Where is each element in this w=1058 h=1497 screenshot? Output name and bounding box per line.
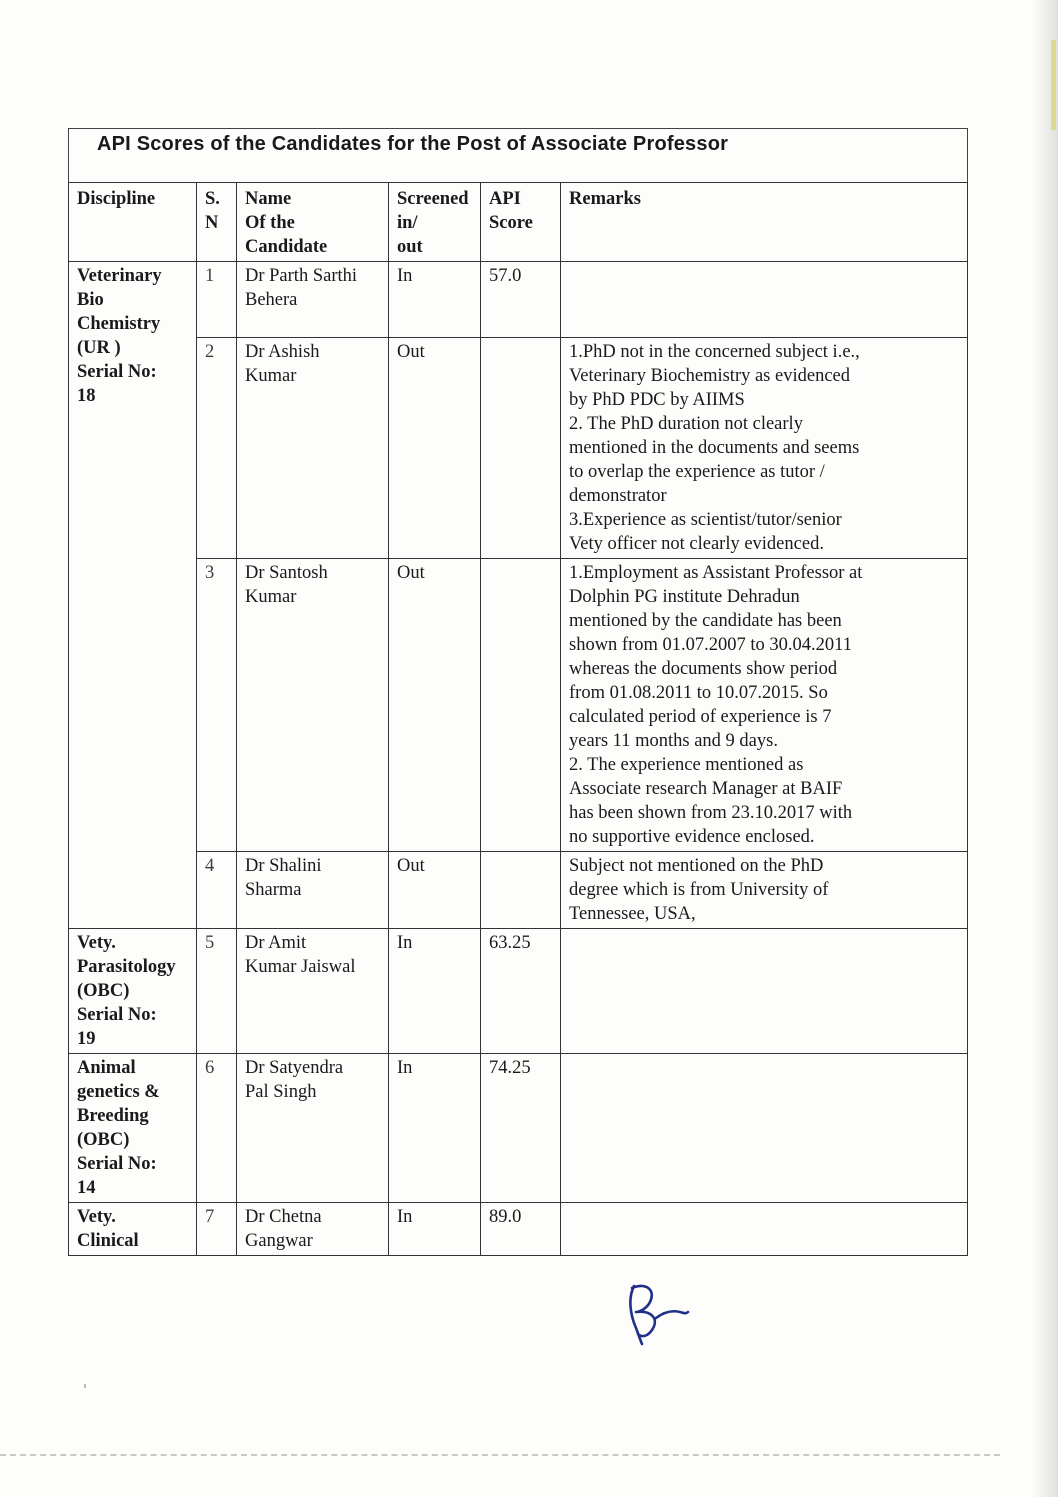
text-line: from 01.08.2011 to 10.07.2015. So [569, 683, 828, 703]
discipline-cell [69, 929, 197, 1054]
text-line: Bio [77, 290, 104, 310]
candidate-name-cell [237, 262, 389, 338]
api-score-value: 63.25 [489, 933, 531, 953]
api-score-cell [481, 929, 561, 1054]
text-line: Dr Parth Sarthi [245, 266, 358, 286]
document-title: API Scores of the Candidates for the Post of Associate Professor [68, 128, 968, 182]
candidate-name-cell [237, 852, 389, 929]
sn-value: 2 [205, 342, 215, 362]
sn-value: 6 [205, 1058, 215, 1078]
text-line: mentioned by the candidate has been [569, 611, 842, 631]
sn-cell [197, 1203, 237, 1256]
header-sn: S. N [197, 183, 237, 262]
text-line: Gangwar [245, 1231, 313, 1251]
remarks-cell [561, 262, 968, 338]
text-line: Dr Amit [245, 933, 307, 953]
text-line: Dr Chetna [245, 1207, 322, 1227]
text-line: Kumar Jaiswal [245, 957, 356, 977]
document [68, 128, 968, 1256]
sn-value: 3 [205, 563, 215, 583]
signature [620, 1278, 700, 1348]
screened-value: In [397, 1207, 413, 1227]
screened-cell [389, 559, 481, 852]
text-line: Veterinary Biochemistry as evidenced [569, 366, 850, 386]
sn-cell [197, 929, 237, 1054]
header-discipline: Discipline [69, 183, 197, 262]
api-scores-table [68, 182, 968, 1256]
page-edge-mark [1051, 40, 1056, 130]
text-line: Dr Satyendra [245, 1058, 344, 1078]
text-line: (OBC) [77, 1130, 130, 1150]
table-row [69, 1203, 968, 1256]
text-line: Chemistry [77, 314, 161, 334]
candidate-name-cell [237, 338, 389, 559]
text-line: Serial No: [77, 362, 157, 382]
text-line: 14 [77, 1178, 96, 1198]
screened-cell [389, 262, 481, 338]
candidate-name-cell [237, 559, 389, 852]
text-line: to overlap the experience as tutor / [569, 462, 825, 482]
screened-value: In [397, 933, 413, 953]
text-line: genetics & [77, 1082, 160, 1102]
text-line: whereas the documents show period [569, 659, 838, 679]
api-score-cell [481, 1203, 561, 1256]
discipline-cell [69, 1054, 197, 1203]
api-score-cell [481, 852, 561, 929]
remarks-cell [561, 559, 968, 852]
text-line: Clinical [77, 1231, 139, 1251]
sn-cell [197, 1054, 237, 1203]
table-row [69, 559, 968, 852]
text-line: Breeding [77, 1106, 149, 1126]
header-remarks: Remarks [561, 183, 968, 262]
header-name: Name Of the Candidate [237, 183, 389, 262]
table-body [69, 262, 968, 1256]
api-score-cell [481, 262, 561, 338]
text-line: years 11 months and 9 days. [569, 731, 778, 751]
table-header-row [69, 183, 968, 262]
sn-cell [197, 338, 237, 559]
candidate-name-cell [237, 1203, 389, 1256]
text-line: degree which is from University of [569, 880, 829, 900]
sn-value: 1 [205, 266, 215, 286]
api-score-cell [481, 338, 561, 559]
text-line: Veterinary [77, 266, 162, 286]
discipline-cell [69, 1203, 197, 1256]
sn-cell [197, 852, 237, 929]
discipline-cell [69, 262, 197, 929]
text-line: Vety. [77, 933, 116, 953]
screened-value: Out [397, 563, 425, 583]
text-line: by PhD PDC by AIIMS [569, 390, 745, 410]
api-score-value: 74.25 [489, 1058, 531, 1078]
text-line: 1.PhD not in the concerned subject i.e., [569, 342, 860, 362]
sn-value: 4 [205, 856, 215, 876]
sn-value: 7 [205, 1207, 215, 1227]
table-row [69, 262, 968, 338]
text-line: has been shown from 23.10.2017 with [569, 803, 853, 823]
text-line: Dr Shalini [245, 856, 322, 876]
table-row [69, 338, 968, 559]
text-line: 19 [77, 1029, 96, 1049]
page-edge-shadow [1032, 0, 1058, 1497]
candidate-name-cell [237, 1054, 389, 1203]
table-row [69, 929, 968, 1054]
remarks-cell [561, 1203, 968, 1256]
screened-value: Out [397, 856, 425, 876]
text-line: Tennessee, USA, [569, 904, 696, 924]
text-line: (UR ) [77, 338, 121, 358]
sn-value: 5 [205, 933, 215, 953]
table-row [69, 1054, 968, 1203]
text-line: Kumar [245, 366, 297, 386]
api-score-value: 57.0 [489, 266, 522, 286]
text-line: Serial No: [77, 1154, 157, 1174]
text-line: (OBC) [77, 981, 130, 1001]
text-line: 2. The experience mentioned as [569, 755, 804, 775]
text-line: Associate research Manager at BAIF [569, 779, 843, 799]
remarks-cell [561, 1054, 968, 1203]
remarks-cell [561, 338, 968, 559]
text-line: mentioned in the documents and seems [569, 438, 860, 458]
text-line: Animal [77, 1058, 136, 1078]
text-line: 18 [77, 386, 96, 406]
text-line: Dr Ashish [245, 342, 320, 362]
text-line: Serial No: [77, 1005, 157, 1025]
text-line: 3.Experience as scientist/tutor/senior [569, 510, 842, 530]
screened-value: In [397, 266, 413, 286]
header-screened: Screened in/ out [389, 183, 481, 262]
header-api-score: API Score [481, 183, 561, 262]
screened-value: Out [397, 342, 425, 362]
screened-value: In [397, 1058, 413, 1078]
screened-cell [389, 929, 481, 1054]
text-line: Pal Singh [245, 1082, 317, 1102]
text-line: Vety officer not clearly evidenced. [569, 534, 824, 554]
table-row [69, 852, 968, 929]
sn-cell [197, 262, 237, 338]
text-line: Kumar [245, 587, 297, 607]
text-line: Sharma [245, 880, 302, 900]
text-line: Parasitology [77, 957, 176, 977]
remarks-cell [561, 852, 968, 929]
text-line: Dr Santosh [245, 563, 328, 583]
text-line: calculated period of experience is 7 [569, 707, 832, 727]
text-line: Behera [245, 290, 298, 310]
text-line: 1.Employment as Assistant Professor at [569, 563, 863, 583]
text-line: Subject not mentioned on the PhD [569, 856, 824, 876]
api-score-cell [481, 559, 561, 852]
text-line: shown from 01.07.2007 to 30.04.2011 [569, 635, 852, 655]
text-line: 2. The PhD duration not clearly [569, 414, 803, 434]
text-line: Vety. [77, 1207, 116, 1227]
text-line: Dolphin PG institute Dehradun [569, 587, 800, 607]
candidate-name-cell [237, 929, 389, 1054]
screened-cell [389, 1203, 481, 1256]
scan-speck [84, 1384, 86, 1388]
remarks-cell [561, 929, 968, 1054]
text-line: no supportive evidence enclosed. [569, 827, 815, 847]
screened-cell [389, 852, 481, 929]
sn-cell [197, 559, 237, 852]
text-line: demonstrator [569, 486, 667, 506]
api-score-value: 89.0 [489, 1207, 522, 1227]
scan-artifact-line [0, 1454, 1000, 1456]
api-score-cell [481, 1054, 561, 1203]
screened-cell [389, 338, 481, 559]
screened-cell [389, 1054, 481, 1203]
